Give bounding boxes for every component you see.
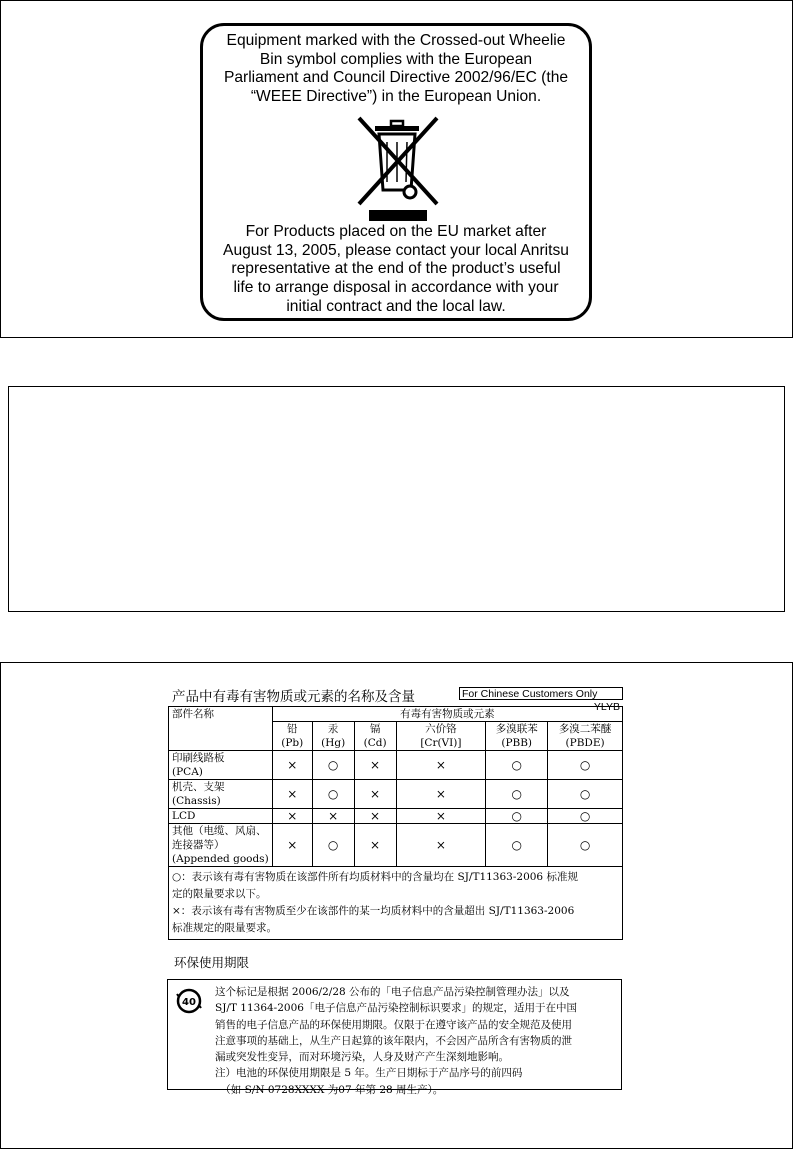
substance-header <box>272 722 312 751</box>
epup-notice <box>167 979 622 1096</box>
mark-cell: ○ <box>312 780 354 809</box>
part-name-cell <box>169 751 273 780</box>
mark-cell: × <box>396 780 486 809</box>
text-line: For Products placed on the EU market after <box>245 223 547 240</box>
note-line: ○：表示该有毒有害物质在该部件所有均质材料中的含量均在 SJ/T11363-2006 标准规 <box>172 871 578 883</box>
text-line: Equipment marked with the Crossed-out Wheelie <box>226 32 566 49</box>
substance-name: 镉 <box>369 723 381 735</box>
mark-cell: × <box>396 751 486 780</box>
substance-symbol: (Hg) <box>321 737 346 749</box>
part-line: LCD <box>172 810 196 822</box>
mark-cell: × <box>396 824 486 867</box>
text-line: “WEEE Directive”) in the European Union. <box>250 88 542 106</box>
part-name-cell <box>169 780 273 809</box>
substance-name: 六价铬 <box>425 723 457 735</box>
substance-name: 汞 <box>327 723 339 735</box>
mark-cell: ○ <box>486 780 548 809</box>
substance-header <box>548 722 623 751</box>
weee-notice-frame <box>0 0 793 338</box>
mark-cell: × <box>312 809 354 824</box>
mark-cell: × <box>396 809 486 824</box>
part-line: 印刷线路板 <box>172 752 225 764</box>
text-line: Parliament and Council Directive 2002/96/EC (the <box>223 69 569 87</box>
substance-group-header: 有毒有害物质或元素 <box>272 707 622 722</box>
table-row <box>169 824 623 867</box>
part-name-cell <box>169 809 273 824</box>
text-line: initial contract and the local law. <box>286 297 506 315</box>
substance-name: 多溴联苯 <box>495 723 538 735</box>
mark-cell: ○ <box>312 824 354 867</box>
mark-cell: × <box>272 751 312 780</box>
epup-line: 注意事项的基础上，从生产日起算的该年限内，不会因产品所含有害物质的泄 <box>215 1034 572 1047</box>
substance-name: 多溴二苯醚 <box>558 723 612 735</box>
substance-header <box>312 722 354 751</box>
part-line: (Appended goods) <box>172 853 269 865</box>
substance-symbol: (Pb) <box>281 737 304 749</box>
weee-disposal-text <box>203 223 589 317</box>
substance-header <box>354 722 396 751</box>
mark-cell: ○ <box>548 751 623 780</box>
weee-label <box>200 23 592 321</box>
table-row <box>169 751 623 780</box>
part-name-cell <box>169 824 273 867</box>
epup-line: 销售的电子信息产品的环保使用期限。仅限于在遵守该产品的安全规范及使用 <box>215 1018 572 1031</box>
mark-cell: × <box>354 809 396 824</box>
epup-logo-number: 40 <box>182 997 196 1008</box>
epup-line: （如 S/N 0728XXXX 为07 年第 28 周生产）。 <box>215 1083 444 1096</box>
part-line: (Chassis) <box>172 795 221 807</box>
substance-name: 铅 <box>286 723 298 735</box>
table-header-row <box>169 707 623 722</box>
mark-cell: × <box>272 780 312 809</box>
mark-cell: ○ <box>486 824 548 867</box>
part-line: 其他（电缆、风扇、 <box>172 825 267 837</box>
mark-cell: ○ <box>486 751 548 780</box>
substance-symbol: (PBB) <box>501 737 533 749</box>
text-line: life to arrange disposal in accordance with your <box>233 279 559 297</box>
blank-notice-frame <box>8 386 785 612</box>
mark-cell: × <box>272 809 312 824</box>
mark-cell: ○ <box>486 809 548 824</box>
text-line: Bin symbol complies with the European <box>259 50 533 68</box>
epup-40-year-icon <box>176 988 202 1014</box>
mark-cell: ○ <box>548 824 623 867</box>
mark-cell: × <box>354 824 396 867</box>
epup-line: 这个标记是根据 2006/2/28 公布的「电子信息产品污染控制管理办法」以及 <box>215 986 570 998</box>
epup-line: SJ/T 11364-2006「电子信息产品污染控制标识要求」的规定，适用于在中国 <box>215 1002 577 1015</box>
mark-cell: ○ <box>548 780 623 809</box>
china-rohs-frame <box>0 662 793 1149</box>
text-line: August 13, 2005, please contact your local Anritsu <box>223 241 569 259</box>
hazard-table-title: 产品中有毒有害物质或元素的名称及含量 <box>172 689 415 705</box>
customer-tag <box>459 687 623 713</box>
substance-symbol: [Cr(VI)] <box>420 737 462 749</box>
mark-cell: ○ <box>548 809 623 824</box>
mark-cell: ○ <box>312 751 354 780</box>
epup-title: 环保使用期限 <box>174 955 250 970</box>
part-line: (PCA) <box>172 766 203 778</box>
part-name-header: 部件名称 <box>169 707 273 751</box>
substance-header <box>396 722 486 751</box>
mark-cell: × <box>354 780 396 809</box>
mark-cell: × <box>272 824 312 867</box>
customer-code: YLYB <box>593 701 620 713</box>
note-line: 标准规定的限量要求。 <box>172 922 277 934</box>
hazardous-substance-table <box>168 706 623 940</box>
crossed-out-wheelie-bin-icon <box>353 112 443 222</box>
part-line: 连接器等） <box>172 839 225 851</box>
table-notes <box>169 867 623 940</box>
substance-header <box>486 722 548 751</box>
substance-symbol: (Cd) <box>363 737 387 749</box>
table-notes-row <box>169 867 623 940</box>
table-row <box>169 809 623 824</box>
mark-cell: × <box>354 751 396 780</box>
epup-line: 漏或突发性变异，而对环境污染，人身及财产产生深刻地影响。 <box>215 1051 509 1064</box>
substance-symbol: (PBDE) <box>565 737 605 749</box>
customer-tag-label: For Chinese Customers Only <box>462 688 598 700</box>
note-line: 定的限量要求以下。 <box>172 888 267 900</box>
epup-line: 注）电池的环保使用期限是 5 年。生产日期标于产品序号的前四码 <box>215 1067 523 1080</box>
table-row <box>169 780 623 809</box>
weee-compliance-text <box>203 32 589 107</box>
epup-description <box>215 984 619 1098</box>
part-line: 机壳、支架 <box>172 781 225 793</box>
text-line: representative at the end of the product’s useful <box>231 260 561 278</box>
note-line: ×：表示该有毒有害物质至少在该部件的某一均质材料中的含量超出 SJ/T11363-2006 <box>172 905 575 917</box>
